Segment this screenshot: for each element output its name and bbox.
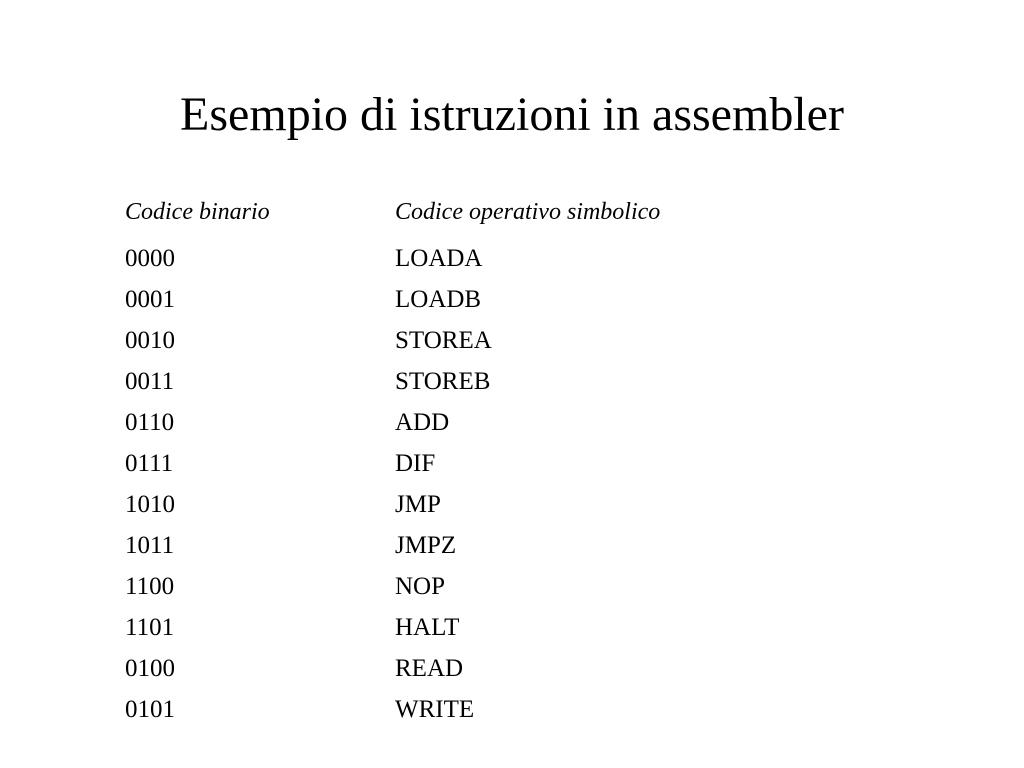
table-body bbox=[125, 238, 825, 730]
instruction-table bbox=[125, 196, 825, 730]
symbolic-opcode-cell: JMPZ bbox=[395, 531, 457, 559]
table-row bbox=[125, 689, 825, 730]
table-row bbox=[125, 320, 825, 361]
symbolic-opcode-cell: LOADA bbox=[395, 244, 483, 272]
symbolic-opcode-cell: HALT bbox=[395, 613, 460, 641]
table-row bbox=[125, 566, 825, 607]
binary-code-cell: 0001 bbox=[125, 285, 175, 313]
symbolic-opcode-cell: JMP bbox=[395, 490, 441, 518]
table-row bbox=[125, 279, 825, 320]
binary-code-cell: 1010 bbox=[125, 490, 175, 518]
binary-code-cell: 1011 bbox=[125, 531, 175, 559]
binary-code-cell: 1100 bbox=[125, 572, 175, 600]
binary-code-cell: 0000 bbox=[125, 244, 175, 272]
symbolic-opcode-cell: STOREA bbox=[395, 326, 492, 354]
binary-code-cell: 0110 bbox=[125, 408, 175, 436]
table-row bbox=[125, 443, 825, 484]
table-row bbox=[125, 484, 825, 525]
binary-code-cell: 0101 bbox=[125, 695, 175, 723]
symbolic-opcode-cell: READ bbox=[395, 654, 464, 682]
symbolic-opcode-cell: ADD bbox=[395, 408, 450, 436]
symbolic-opcode-cell: STOREB bbox=[395, 367, 491, 395]
slide-title: Esempio di istruzioni in assembler bbox=[180, 88, 844, 141]
symbolic-opcode-cell: NOP bbox=[395, 572, 446, 600]
binary-code-cell: 0100 bbox=[125, 654, 175, 682]
symbolic-opcode-cell: WRITE bbox=[395, 695, 475, 723]
table-row bbox=[125, 238, 825, 279]
table-row bbox=[125, 648, 825, 689]
symbolic-opcode-cell: DIF bbox=[395, 449, 436, 477]
table-row bbox=[125, 607, 825, 648]
binary-code-cell: 0111 bbox=[125, 449, 174, 477]
table-row bbox=[125, 402, 825, 443]
header-symbolic-opcode: Codice operativo simbolico bbox=[395, 198, 661, 225]
header-binary-code: Codice binario bbox=[125, 198, 270, 225]
table-header-row bbox=[125, 196, 825, 228]
symbolic-opcode-cell: LOADB bbox=[395, 285, 482, 313]
binary-code-cell: 0011 bbox=[125, 367, 175, 395]
table-row bbox=[125, 525, 825, 566]
table-row bbox=[125, 361, 825, 402]
binary-code-cell: 1101 bbox=[125, 613, 175, 641]
binary-code-cell: 0010 bbox=[125, 326, 175, 354]
